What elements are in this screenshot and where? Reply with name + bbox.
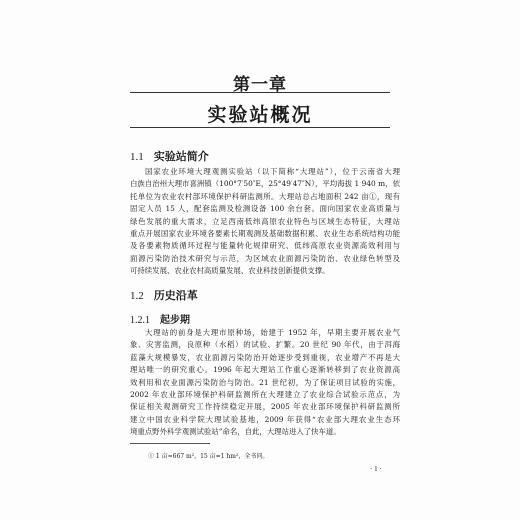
text-line: 固定人员 15 人，配套监测及检测设备 100 余台套。面向国家农业高质量与 <box>130 204 400 214</box>
text-line: 境重点野外科学观测试验站”命名，自此，大理站进入了快车道。 <box>130 427 341 437</box>
text-line: 托单位为农业农村部环境保护科研监测所。大理站总占地面积 242 亩①，现有 <box>130 191 400 201</box>
text-line: 2002 年农业部环境保护科研监测所在大理建立了农业综合试验示范点，为 <box>130 389 400 399</box>
section-number: 1.1 <box>130 151 144 163</box>
text-line: 及各要素物质循环过程与能量转化规律研究、低纬高原农业资源高效利用与 <box>130 241 400 251</box>
page-number: · 1 · <box>370 465 382 473</box>
chapter-title: 实验站概况 <box>207 104 313 126</box>
section-1-1-paragraph-1 <box>130 166 400 278</box>
subsection-title: 起步期 <box>160 315 190 326</box>
text-line: 国家农业环境大理观测实验站（以下简称“大理站”），位于云南省大理 <box>145 167 400 176</box>
text-line: 蓝藻大规模暴发，农业面源污染防治开始逐步受到重视，农业增产不再是大 <box>130 352 400 362</box>
text-line: 绿色发展的重大需求，立足西南低纬高原农业特色与区域生态特征，大理站 <box>130 216 400 226</box>
chapter-number: 第一章 <box>233 75 287 95</box>
text-line: 重点开展国家农业环境各要素长期观测及基础数据积累、农业生态系统结构功能 <box>130 228 400 238</box>
text-line: 建立中国农业科学院大理试验基地，2009 年获得“农业部大理农业生态环 <box>130 414 400 424</box>
chapter-bottom-rule <box>130 127 390 128</box>
subsection-1-2-1-paragraph <box>130 327 400 439</box>
section-number: 1.2 <box>130 290 144 302</box>
text-line: 大理站的前身是大理市原种场，始建于 1952 年，早期主要开展农业气 <box>145 328 400 337</box>
footnote: ① 1 亩≈667 m²，15 亩=1 hm²，全书同。 <box>148 453 269 460</box>
text-line: 保证相关观测研究工作持续稳定开展，2005 年农业部环境保护科研监测所 <box>130 402 400 412</box>
section-title: 历史沿革 <box>153 289 198 302</box>
section-1-2-heading <box>130 287 198 303</box>
text-line: 可持续发展、农业农村高质量发展、农业科技创新提供支撑。 <box>130 266 330 276</box>
footnote-rule <box>130 443 210 444</box>
text-line: 白族自治州大理市喜洲镇（100°7′50″E，25°49′47″N），平均海拔 1 940 m，依 <box>130 179 400 189</box>
text-line: 面源污染防治技术研究与示范，为区域农业面源污染防治、农业绿色转型及 <box>130 253 400 263</box>
section-title: 实验站简介 <box>153 150 209 163</box>
text-line: 理站唯一的研究重心。1996 年起大理站工作重心逐渐转移到了农业资源高 <box>130 365 400 375</box>
text-line: 象、灾害监测，良原种（水稻）的试验、扩繁。20 世纪 90 年代，由于洱海 <box>130 340 400 350</box>
subsection-number: 1.2.1 <box>130 315 150 326</box>
section-1-1-heading <box>130 148 209 164</box>
subsection-1-2-1-heading <box>130 311 190 326</box>
text-line: 效利用和农业面源污染防治与防治。21 世纪初，为了保证项目试验的实施， <box>130 377 400 387</box>
